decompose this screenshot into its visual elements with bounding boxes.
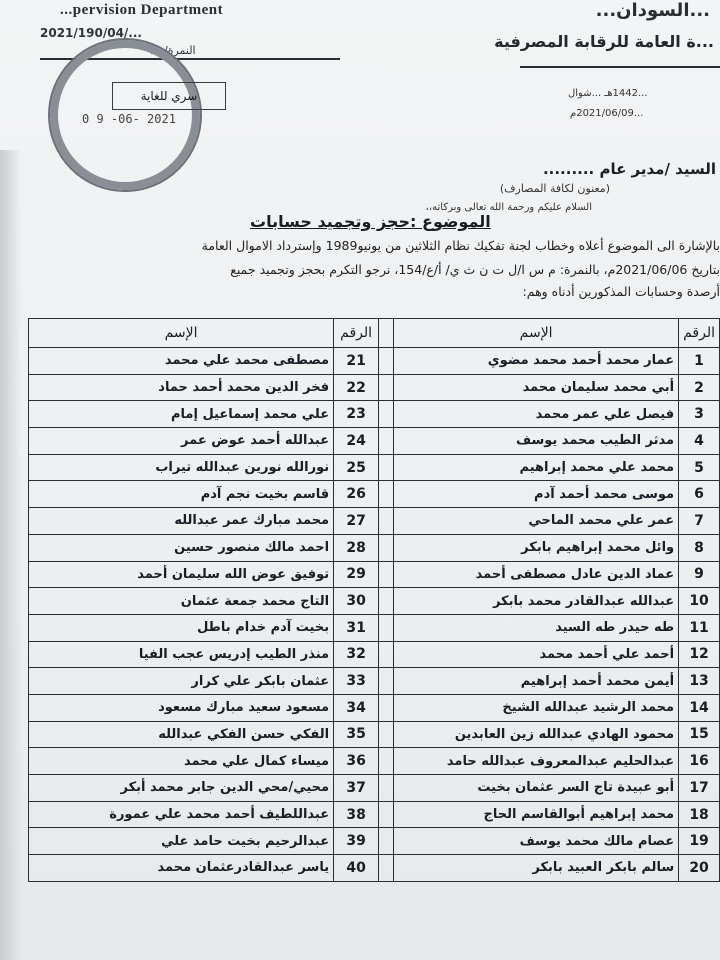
names-table	[28, 318, 720, 882]
row-number: 14	[679, 694, 720, 721]
table-gap	[379, 508, 394, 535]
row-number: 11	[679, 614, 720, 641]
row-name: عمار محمد أحمد محمد مضوي	[394, 348, 679, 375]
row-name: فخر الدين محمد أحمد حماد	[29, 374, 334, 401]
table-row	[29, 641, 720, 668]
row-name: توفيق عوض الله سليمان أحمد	[29, 561, 334, 588]
row-number: 6	[679, 481, 720, 508]
row-name: سالم بابكر العبيد بابكر	[394, 855, 679, 882]
row-name: أبو عبيدة تاج السر عثمان بخيت	[394, 775, 679, 802]
row-name: مصطفى محمد علي محمد	[29, 348, 334, 375]
row-name: التاج محمد جمعة عثمان	[29, 588, 334, 615]
confidential-stamp: سري للغاية	[112, 82, 226, 110]
row-name: أبي محمد سليمان محمد	[394, 374, 679, 401]
greeting: السلام عليكم ورحمة الله تعالى وبركاته،،	[425, 202, 592, 213]
header-name-2: الإسم	[29, 319, 334, 348]
row-number: 1	[679, 348, 720, 375]
row-number: 39	[334, 828, 379, 855]
row-number: 34	[334, 694, 379, 721]
body-line-1: بالإشارة الى الموضوع أعلاه وخطاب لجنة تفكيك نظام الثلاثين من يونيو1989 وإسترداد الاموال العامة	[201, 238, 720, 253]
row-name: فيصل علي عمر محمد	[394, 401, 679, 428]
table-row	[29, 855, 720, 882]
row-number: 12	[679, 641, 720, 668]
row-name: محمد إبراهيم أبوالقاسم الحاج	[394, 801, 679, 828]
row-name: عثمان بابكر علي كرار	[29, 668, 334, 695]
row-number: 25	[334, 454, 379, 481]
row-number: 28	[334, 534, 379, 561]
row-number: 24	[334, 428, 379, 455]
row-name: منذر الطيب إدريس عجب الفيا	[29, 641, 334, 668]
table-gap	[379, 775, 394, 802]
table-gap	[379, 348, 394, 375]
row-name: علي محمد إسماعيل إمام	[29, 401, 334, 428]
body-line-3: أرصدة وحسابات المذكورين أدناه وهم:	[522, 284, 720, 299]
table-header-row	[29, 319, 720, 348]
header-number-2: الرقم	[334, 319, 379, 348]
table-row	[29, 668, 720, 695]
table-gap	[379, 319, 394, 348]
table-gap	[379, 748, 394, 775]
row-number: 17	[679, 775, 720, 802]
row-name: عصام مالك محمد يوسف	[394, 828, 679, 855]
row-name: عماد الدين عادل مصطفى أحمد	[394, 561, 679, 588]
reference-number: 2021/190/04/...	[40, 26, 142, 40]
row-number: 30	[334, 588, 379, 615]
table-gap	[379, 428, 394, 455]
stamp-date: 0 9 -06- 2021	[82, 112, 176, 126]
department-name-en: ...pervision Department	[60, 2, 224, 18]
row-number: 21	[334, 348, 379, 375]
row-number: 37	[334, 775, 379, 802]
table-row	[29, 588, 720, 615]
row-name: محيي/محي الدين جابر محمد أبكر	[29, 775, 334, 802]
table-row	[29, 721, 720, 748]
table-row	[29, 454, 720, 481]
table-row	[29, 828, 720, 855]
subject-line: الموضوع :حجز وتجميد حسابات	[250, 212, 491, 231]
row-number: 4	[679, 428, 720, 455]
row-number: 3	[679, 401, 720, 428]
row-number: 13	[679, 668, 720, 695]
row-name: مدثر الطيب محمد يوسف	[394, 428, 679, 455]
row-number: 36	[334, 748, 379, 775]
row-name: الفكي حسن الفكي عبدالله	[29, 721, 334, 748]
row-number: 20	[679, 855, 720, 882]
row-number: 10	[679, 588, 720, 615]
row-number: 15	[679, 721, 720, 748]
reference-label: النمرة/ ...	[150, 44, 196, 57]
table-gap	[379, 668, 394, 695]
row-name: موسى محمد أحمد آدم	[394, 481, 679, 508]
body-line-2: بتاريخ 2021/06/06م، بالنمرة: م س ا/ل ت ن ث ي/ أ/ع/154، نرجو التكرم بحجز وتجميد جميع	[230, 262, 720, 277]
page-shadow	[0, 150, 22, 960]
row-number: 8	[679, 534, 720, 561]
header-number-1: الرقم	[679, 319, 720, 348]
row-name: عبدالحليم عبدالمعروف عبدالله حامد	[394, 748, 679, 775]
row-name: ياسر عبدالقادرعثمان محمد	[29, 855, 334, 882]
row-name: أحمد علي أحمد محمد	[394, 641, 679, 668]
row-number: 29	[334, 561, 379, 588]
row-name: طه حيدر طه السيد	[394, 614, 679, 641]
header-name-1: الإسم	[394, 319, 679, 348]
row-number: 19	[679, 828, 720, 855]
table-row	[29, 481, 720, 508]
row-name: مسعود سعيد مبارك مسعود	[29, 694, 334, 721]
row-name: عبدالله أحمد عوض عمر	[29, 428, 334, 455]
table-row	[29, 748, 720, 775]
table-gap	[379, 801, 394, 828]
table-row	[29, 775, 720, 802]
table-gap	[379, 401, 394, 428]
row-number: 32	[334, 641, 379, 668]
row-name: بخيت آدم خدام باطل	[29, 614, 334, 641]
row-number: 38	[334, 801, 379, 828]
header-rule-right	[520, 66, 720, 68]
row-name: احمد مالك منصور حسين	[29, 534, 334, 561]
row-number: 31	[334, 614, 379, 641]
table-gap	[379, 721, 394, 748]
table-row	[29, 348, 720, 375]
table-row	[29, 614, 720, 641]
table-gap	[379, 481, 394, 508]
table-gap	[379, 641, 394, 668]
table-row	[29, 694, 720, 721]
row-name: عبدالله عبدالقادر محمد بابكر	[394, 588, 679, 615]
row-name: وائل محمد إبراهيم بابكر	[394, 534, 679, 561]
row-number: 23	[334, 401, 379, 428]
row-name: نورالله نورين عبدالله تيراب	[29, 454, 334, 481]
table-gap	[379, 588, 394, 615]
table-row	[29, 401, 720, 428]
row-number: 16	[679, 748, 720, 775]
date-hijri: ...1442هـ ...شوال	[568, 88, 648, 99]
addressee: السيد /مدير عام .........	[542, 160, 716, 178]
row-number: 22	[334, 374, 379, 401]
row-number: 27	[334, 508, 379, 535]
table-row	[29, 508, 720, 535]
table-row	[29, 428, 720, 455]
row-number: 9	[679, 561, 720, 588]
row-number: 35	[334, 721, 379, 748]
row-number: 26	[334, 481, 379, 508]
department-name-ar: ...ة العامة للرقابة المصرفية	[494, 32, 714, 51]
table-row	[29, 374, 720, 401]
date-gregorian: ...2021/06/09م	[570, 108, 644, 119]
row-name: أيمن محمد أحمد إبراهيم	[394, 668, 679, 695]
table-gap	[379, 694, 394, 721]
addressee-note: (معنون لكافة المصارف)	[499, 182, 610, 195]
table-row	[29, 801, 720, 828]
row-name: قاسم بخيت نجم آدم	[29, 481, 334, 508]
table-gap	[379, 828, 394, 855]
row-number: 18	[679, 801, 720, 828]
row-name: عبدالرحيم بخيت حامد علي	[29, 828, 334, 855]
row-name: محمد مبارك عمر عبدالله	[29, 508, 334, 535]
table-row	[29, 561, 720, 588]
table-row	[29, 534, 720, 561]
row-name: محمد علي محمد إبراهيم	[394, 454, 679, 481]
row-name: عمر علي محمد الماحي	[394, 508, 679, 535]
table-gap	[379, 614, 394, 641]
table-gap	[379, 855, 394, 882]
row-name: ميساء كمال علي محمد	[29, 748, 334, 775]
row-name: عبداللطيف أحمد محمد علي عمورة	[29, 801, 334, 828]
table-gap	[379, 534, 394, 561]
row-number: 33	[334, 668, 379, 695]
row-number: 7	[679, 508, 720, 535]
row-name: محمود الهادي عبدالله زين العابدين	[394, 721, 679, 748]
row-number: 5	[679, 454, 720, 481]
row-number: 40	[334, 855, 379, 882]
table-gap	[379, 561, 394, 588]
table-gap	[379, 374, 394, 401]
row-number: 2	[679, 374, 720, 401]
row-name: محمد الرشيد عبدالله الشيخ	[394, 694, 679, 721]
table-gap	[379, 454, 394, 481]
country-name-ar: ...السودان...	[595, 0, 710, 21]
